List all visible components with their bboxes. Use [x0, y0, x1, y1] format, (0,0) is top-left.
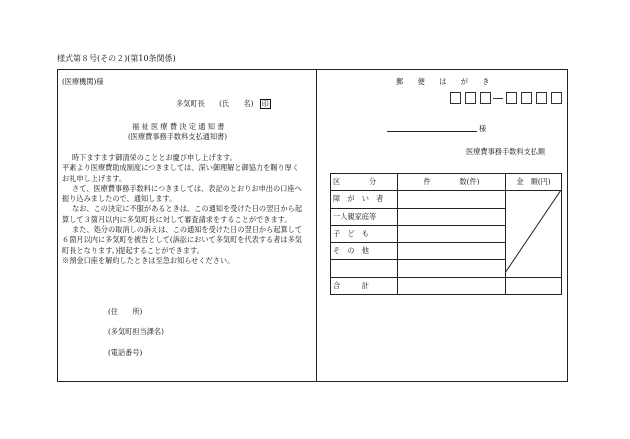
- amount-strike-line: [505, 190, 561, 273]
- postal-code-box: [506, 92, 517, 104]
- total-amount-cell: [506, 277, 562, 294]
- center-divider: [316, 69, 317, 382]
- paragraph: また、処分の取消しの訴えは、この通知を受けた日の翌日から起算して６箇月以内に多気町を被告として(訴訟において多気町を代表する者は多気町長となります。)提起することができます。: [62, 225, 303, 255]
- postal-code-box: [465, 92, 476, 104]
- count-cell: [398, 260, 506, 277]
- notice-body: [62, 153, 306, 266]
- sender: 多気町長 (氏 名): [176, 99, 254, 108]
- table-total-row: [331, 277, 562, 294]
- category-label: そ の 他: [331, 243, 398, 260]
- category-label: 一人親家庭等: [331, 208, 398, 225]
- fee-subtitle: 医療費事務手数料支払額: [466, 147, 546, 156]
- postal-code-box: [521, 92, 532, 104]
- postal-code-dash: [493, 98, 503, 99]
- account-note: ※預金口座を解約したときは至急お知らせください。: [62, 255, 235, 265]
- sender-line: [176, 99, 271, 109]
- count-cell: [398, 243, 506, 260]
- category-label: 障 が い 者: [331, 191, 398, 208]
- postal-code-box: [480, 92, 491, 104]
- paragraph: さて、医療費事務手数料につきましては、表記のとおりお申出の口座へ振り込みましたので、通知します。: [62, 183, 302, 204]
- postal-code-box: [551, 92, 562, 104]
- paragraph: なお、この決定に不服があるときは、この通知を受けた日の翌日から起算して３箇月以内に多気町長に対して審査請求をすることができます。: [62, 204, 303, 224]
- header-category: 区 分: [331, 174, 398, 191]
- total-count-cell: [398, 277, 506, 294]
- paragraph: 平素より医療費助成制度につきましては、深い御理解と御協力を賜り厚くお礼申し上げます。: [62, 163, 300, 183]
- seal-mark: 印: [261, 100, 269, 108]
- header-amount: 金 額(円): [506, 174, 562, 191]
- count-cell: [398, 191, 506, 208]
- recipient: (医療機関)様: [62, 77, 104, 86]
- paragraph: 時下ますます御清栄のこととお慶び申し上げます。: [72, 153, 237, 162]
- table-header-row: [331, 174, 562, 191]
- contact-phone: (電話番号): [108, 348, 143, 357]
- postal-code-box: [536, 92, 547, 104]
- form-number: 様式第８号(その２)(第10条関係): [57, 54, 176, 63]
- postal-code-box: [450, 92, 461, 104]
- header-count: 件 数(件): [398, 174, 506, 191]
- notice-subtitle: (医療費事務手数料支払通知書): [128, 132, 228, 141]
- contact-dept: (多気町担当課名): [108, 327, 164, 336]
- addressee-line: [387, 131, 477, 132]
- total-label: 合 計: [331, 277, 398, 294]
- category-label: 子 ど も: [331, 225, 398, 242]
- contact-address: (住 所): [108, 307, 143, 316]
- count-cell: [398, 225, 506, 242]
- count-cell: [398, 208, 506, 225]
- notice-title: 福 祉 医 療 費 決 定 通 知 書: [132, 122, 225, 131]
- postcard-label: 郵 便 は が き: [396, 77, 490, 86]
- addressee-sama: 様: [479, 124, 487, 133]
- category-label: [331, 260, 398, 277]
